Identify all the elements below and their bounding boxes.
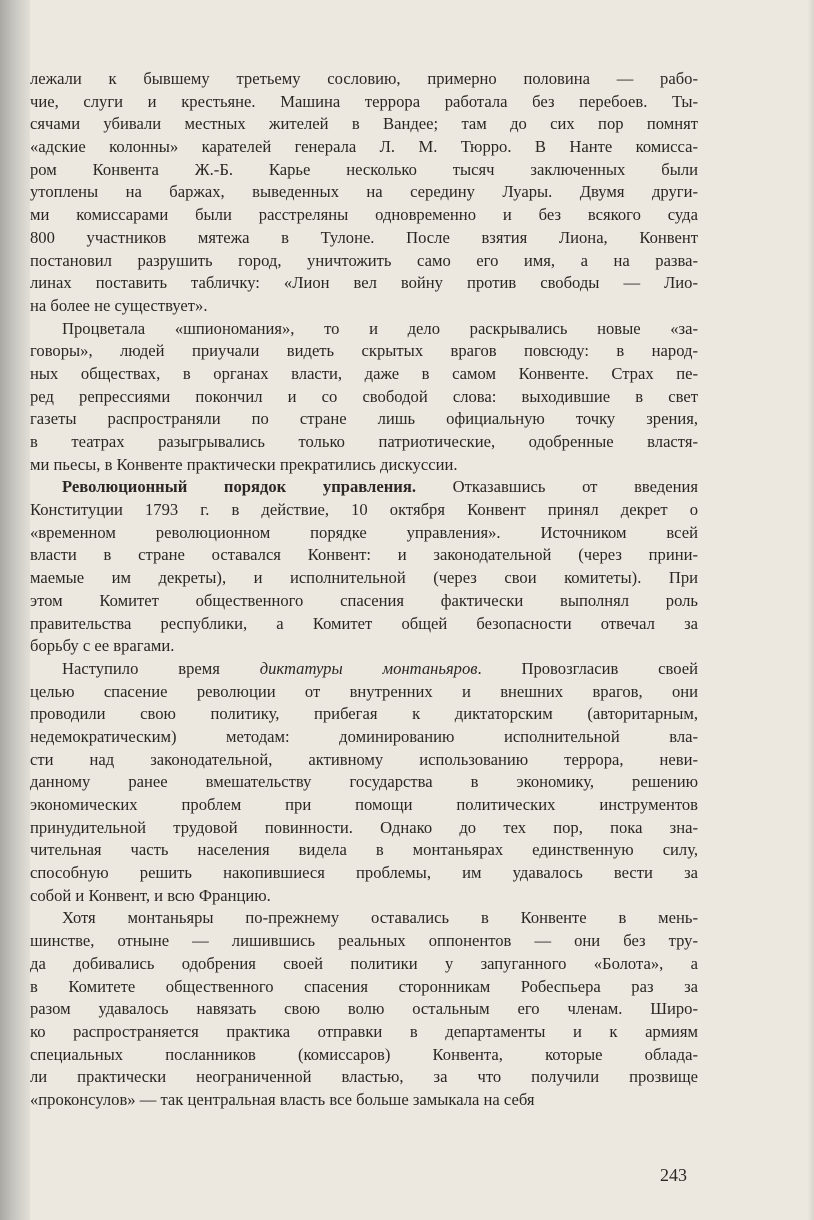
text-run: ми пьесы, в Конвенте практически прекратились дискуссии.: [30, 454, 458, 474]
text-run: данному ранее вмешательству государства в экономику, решению: [30, 772, 698, 792]
text-line: [30, 499, 698, 522]
text-run: «адские колонны» карателей генерала Л. М. Тюрро. В Нанте комисса-: [30, 137, 698, 157]
text-line: [30, 613, 698, 636]
text-run: принудительной трудовой повинности. Однако до тех пор, пока зна-: [30, 817, 698, 837]
text-run: Конституции 1793 г. в действие, 10 октября Конвент принял декрет о: [30, 500, 698, 520]
text-line: [30, 476, 698, 499]
text-line: [30, 930, 698, 953]
page-edge: [808, 0, 814, 1220]
text-run: ром Конвента Ж.-Б. Карье несколько тысяч заключенных были: [30, 159, 698, 179]
text-run: ми комиссарами были расстреляны одновременно и без всякого суда: [30, 205, 698, 225]
text-run: линах поставить табличку: «Лион вел войну против свободы — Лио-: [30, 273, 698, 293]
text-line: [30, 1066, 698, 1089]
text-run: постановил разрушить город, уничтожить само его имя, а на разва-: [30, 250, 698, 270]
text-run: ред репрессиями покончил и со свободой слова: выходившие в свет: [30, 386, 698, 406]
text-line: [30, 431, 698, 454]
text-run: ных обществах, в органах власти, даже в самом Конвенте. Страх пе-: [30, 363, 698, 383]
text-line: [30, 408, 698, 431]
text-line: [30, 68, 698, 91]
text-line: [30, 318, 698, 341]
text-line: [30, 817, 698, 840]
text-run: власти в стране оставался Конвент: и законодательной (через прини-: [30, 545, 698, 565]
text-line: [30, 862, 698, 885]
text-run: «временном революционном порядке управления». Источником всей: [30, 522, 698, 542]
text-line: [30, 204, 698, 227]
text-run: проводили свою политику, прибегая к диктаторским (авторитарным,: [30, 704, 698, 724]
text-line: [30, 272, 698, 295]
text-run: в Комитете общественного спасения сторонникам Робеспьера раз за: [30, 976, 698, 996]
text-run: способную решить накопившиеся проблемы, им удавалось вести за: [30, 863, 698, 883]
text-run: разом удавалось навязать свою волю остальным его членам. Широ-: [30, 999, 698, 1019]
text-run: сячами убивали местных жителей в Вандее; там до сих пор помнят: [30, 114, 698, 134]
text-run: «проконсулов» — так центральная власть все больше замыкала на себя: [30, 1089, 535, 1109]
text-line: [30, 976, 698, 999]
text-line: [30, 749, 698, 772]
text-line: [30, 340, 698, 363]
text-line: [30, 703, 698, 726]
text-run: Процветала «шпиономания», то и дело раскрывались новые «за-: [62, 318, 698, 338]
text-run: сти над законодательной, активному использованию террора, неви-: [30, 749, 698, 769]
text-run: говоры», людей приучали видеть скрытых врагов повсюду: в народ-: [30, 341, 698, 361]
text-run: . Провозгласив своей: [477, 658, 698, 678]
text-line: [30, 295, 698, 318]
text-run: чие, слуги и крестьяне. Машина террора работала без перебоев. Ты-: [30, 91, 698, 111]
text-run: экономических проблем при помощи политических инструментов: [30, 795, 698, 814]
text-run: на более не существует».: [30, 295, 208, 315]
text-run: чительная часть населения видела в монтаньярах единственную силу,: [30, 840, 698, 860]
text-run: ли практически неограниченной властью, за что получили прозвище: [30, 1067, 698, 1087]
text-line: [30, 681, 698, 704]
text-run: утоплены на баржах, выведенных на середину Луары. Двумя други-: [30, 182, 698, 202]
text-line: [30, 363, 698, 386]
text-line: [30, 1089, 698, 1112]
text-line: [30, 136, 698, 159]
text-run: Хотя монтаньяры по-прежнему оставались в Конвенте в мень-: [62, 908, 698, 928]
text-run: собой и Конвент, и всю Францию.: [30, 885, 271, 905]
text-run: да добивались одобрения своей политики у запуганного «Болота», а: [30, 953, 698, 973]
text-line: [30, 794, 698, 817]
text-line: [30, 658, 698, 681]
section-heading: Революционный порядок управления.: [62, 477, 416, 497]
text-line: [30, 590, 698, 613]
text-line: [30, 250, 698, 273]
text-run: целью спасение революции от внутренних и внешних врагов, они: [30, 681, 698, 701]
text-run: ко распространяется практика отправки в департаменты и к армиям: [30, 1021, 698, 1041]
text-line: [30, 1044, 698, 1067]
page-body-text: [30, 68, 698, 1112]
text-run: 800 участников мятежа в Тулоне. После взятия Лиона, Конвент: [30, 227, 698, 247]
text-run: газеты распространяли по стране лишь официальную точку зрения,: [30, 409, 698, 429]
text-run: Отказавшись от введения: [415, 477, 698, 497]
text-line: [30, 454, 698, 477]
text-run: этом Комитет общественного спасения фактически выполнял роль: [30, 590, 698, 610]
text-run: специальных посланников (комиссаров) Конвента, которые облада-: [30, 1044, 698, 1064]
text-line: [30, 907, 698, 930]
text-line: [30, 635, 698, 658]
text-run: правительства республики, а Комитет общей безопасности отвечал за: [30, 613, 698, 633]
text-line: [30, 159, 698, 182]
page-number: 243: [660, 1165, 687, 1185]
text-line: [30, 544, 698, 567]
text-run: маемые им декреты), и исполнительной (через свои комитеты). При: [30, 568, 698, 588]
text-line: [30, 726, 698, 749]
text-run: в театрах разыгрывались только патриотические, одобренные властя-: [30, 432, 698, 451]
book-spine-shadow: [0, 0, 30, 1220]
text-run: шинстве, отныне — лишившись реальных оппонентов — они без тру-: [30, 931, 698, 951]
text-line: [30, 953, 698, 976]
text-run: Наступило время: [62, 658, 260, 678]
text-run: борьбу с ее врагами.: [30, 636, 175, 656]
text-line: [30, 567, 698, 590]
text-line: [30, 885, 698, 908]
emphasis-text: диктатуры монтаньяров: [259, 658, 478, 678]
text-run: лежали к бывшему третьему сословию, примерно половина — рабо-: [30, 69, 698, 88]
text-line: [30, 839, 698, 862]
text-line: [30, 181, 698, 204]
text-line: [30, 1021, 698, 1044]
text-line: [30, 771, 698, 794]
text-line: [30, 113, 698, 136]
text-line: [30, 386, 698, 409]
text-line: [30, 998, 698, 1021]
text-run: недемократическим) методам: доминированию исполнительной вла-: [30, 726, 698, 746]
text-line: [30, 522, 698, 545]
text-line: [30, 227, 698, 250]
text-line: [30, 91, 698, 114]
